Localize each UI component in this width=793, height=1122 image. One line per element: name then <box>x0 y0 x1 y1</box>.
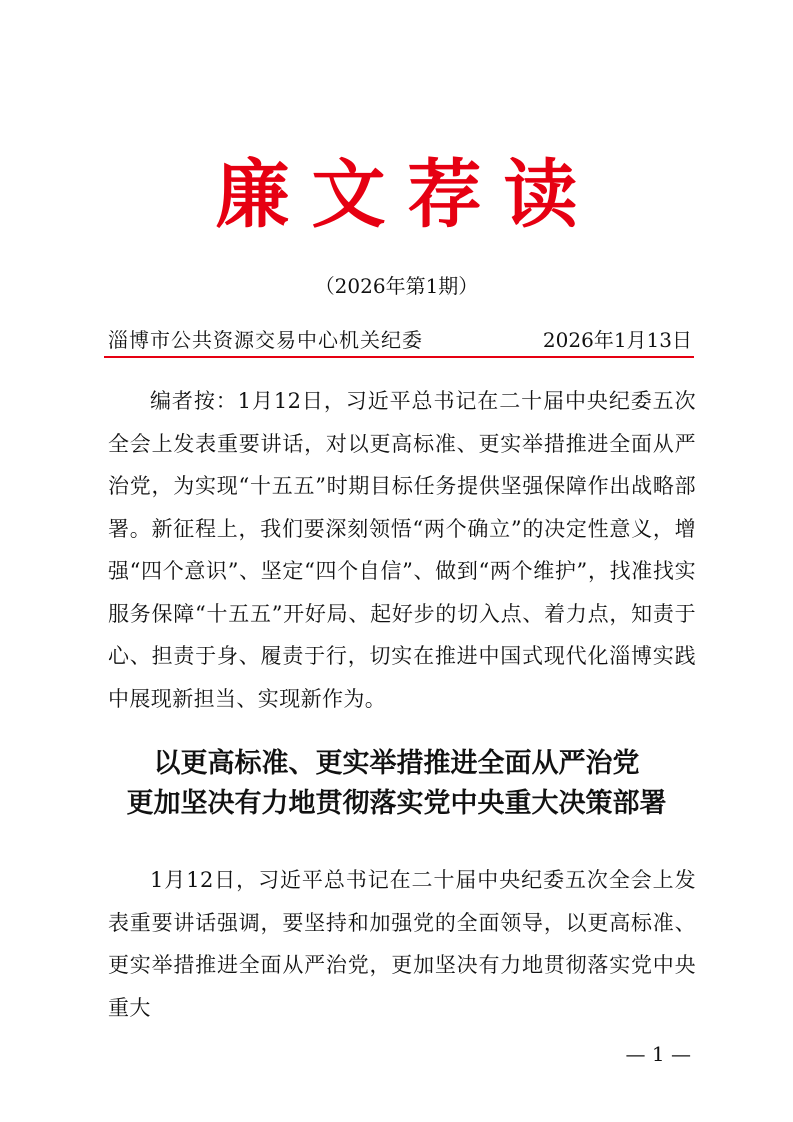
issue-number: （2026年第1期） <box>314 274 479 298</box>
article-title-line-1: 以更高标准、更实举措推进全面从严治党 <box>153 748 640 779</box>
article-title <box>0 744 793 824</box>
editor-note: 编者按：1月12日，习近平总书记在二十届中央纪委五次全会上发表重要讲话，对以更高标准、更实举措推进全面从严治党，为实现“十五五”时期目标任务提供坚强保障作出战略部署。新征程上，我们要深刻领悟“两个确立”的决定性意义，增强“四个意识”、坚定“四个自信”、做到“两个维护”，找准找实服务保障“十五五”开好局、起好步的切入点、着力点，知责于心、担责于身、履责于行，切实在推进中国式现代化淄博实践中展现新担当、实现新作为。 <box>108 389 696 711</box>
article-title-line-2: 更加坚决有力地贯彻落实党中央重大决策部署 <box>126 788 667 819</box>
red-divider <box>104 356 694 358</box>
masthead-title: 廉文荐读 <box>215 152 600 238</box>
publish-date: 2026年1月13日 <box>542 328 692 352</box>
page-number: — 1 — <box>625 1042 691 1066</box>
publisher-org: 淄博市公共资源交易中心机关纪委 <box>108 328 423 352</box>
article-body: 1月12日，习近平总书记在二十届中央纪委五次全会上发表重要讲话强调，要坚持和加强党的全面领导，以更高标准、更实举措推进全面从严治党，更加坚决有力地贯彻落实党中央重大 <box>108 868 696 1020</box>
publisher-line <box>108 324 692 356</box>
